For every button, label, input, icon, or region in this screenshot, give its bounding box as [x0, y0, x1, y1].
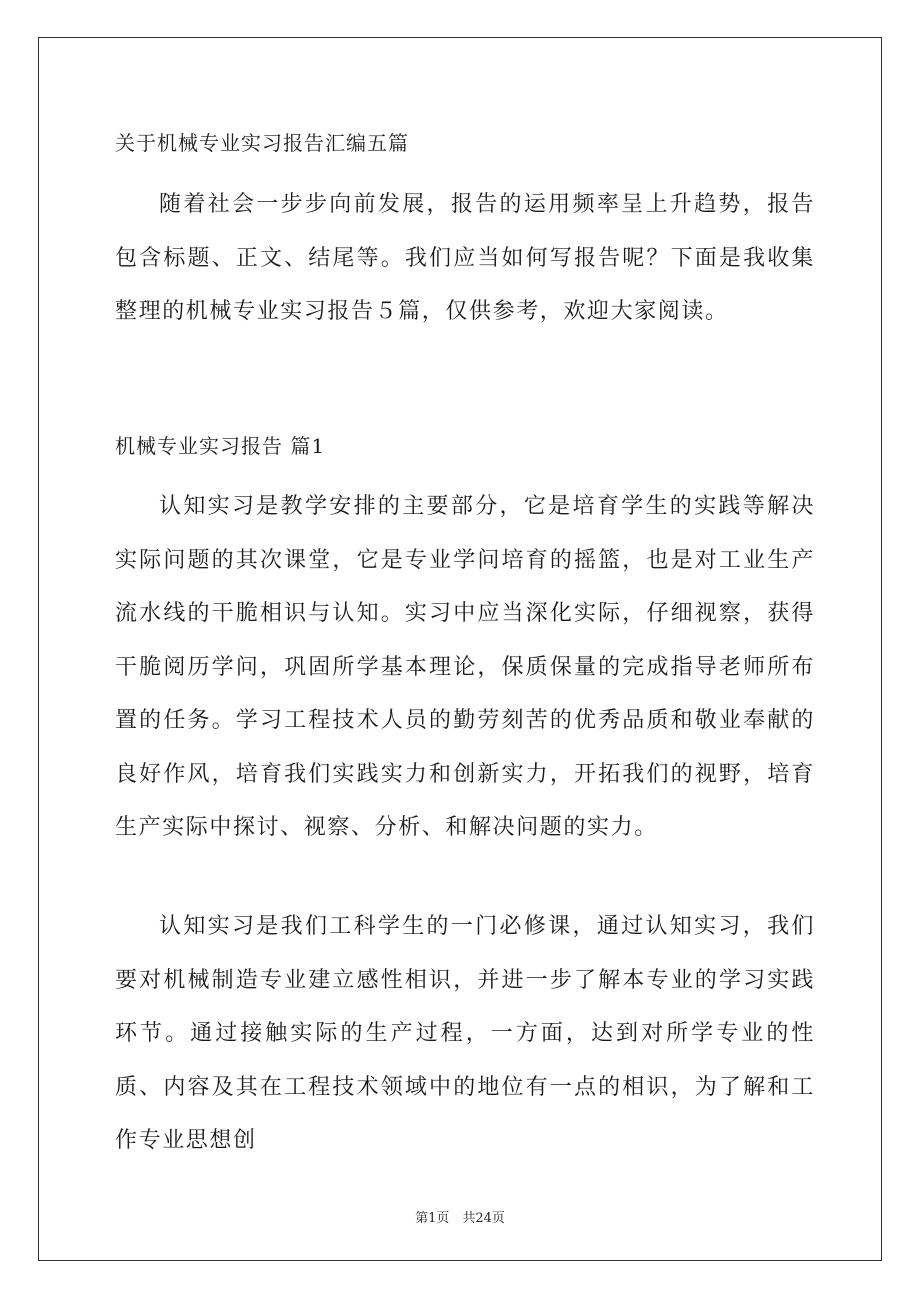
section-title: 机械专业实习报告 篇1 — [115, 434, 326, 458]
intro-paragraph: 随着社会一步步向前发展，报告的运用频率呈上升趋势，报告包含标题、正文、结尾等。我们应当如何写报告呢？下面是我收集整理的机械专业实习报告５篇，仅供参考，欢迎大家阅读。 — [115, 192, 815, 324]
page-number-footer: 第1页 共24页 — [415, 1211, 505, 1226]
body-paragraph-2: 认知实习是我们工科学生的一门必修课，通过认知实习，我们要对机械制造专业建立感性相识，并进一步了解本专业的学习实践环节。通过接触实际的生产过程，一方面，达到对所学专业的性质、内容及其在工程技术领域中的地位有一点的相识，为了解和工作专业思想创 — [115, 914, 815, 1153]
document-title: 关于机械专业实习报告汇编五篇 — [115, 131, 409, 155]
body-paragraph-1: 认知实习是教学安排的主要部分，它是培育学生的实践等解决实际问题的其次课堂，它是专业学问培育的摇篮，也是对工业生产流水线的干脆相识与认知。实习中应当深化实际，仔细视察，获得干脆阅历学问，巩固所学基本理论，保质保量的完成指导老师所布置的任务。学习工程技术人员的勤劳刻苦的优秀品质和敬业奉献的良好作风，培育我们实践实力和创新实力，开拓我们的视野，培育生产实际中探讨、视察、分析、和解决问题的实力。 — [115, 494, 815, 840]
